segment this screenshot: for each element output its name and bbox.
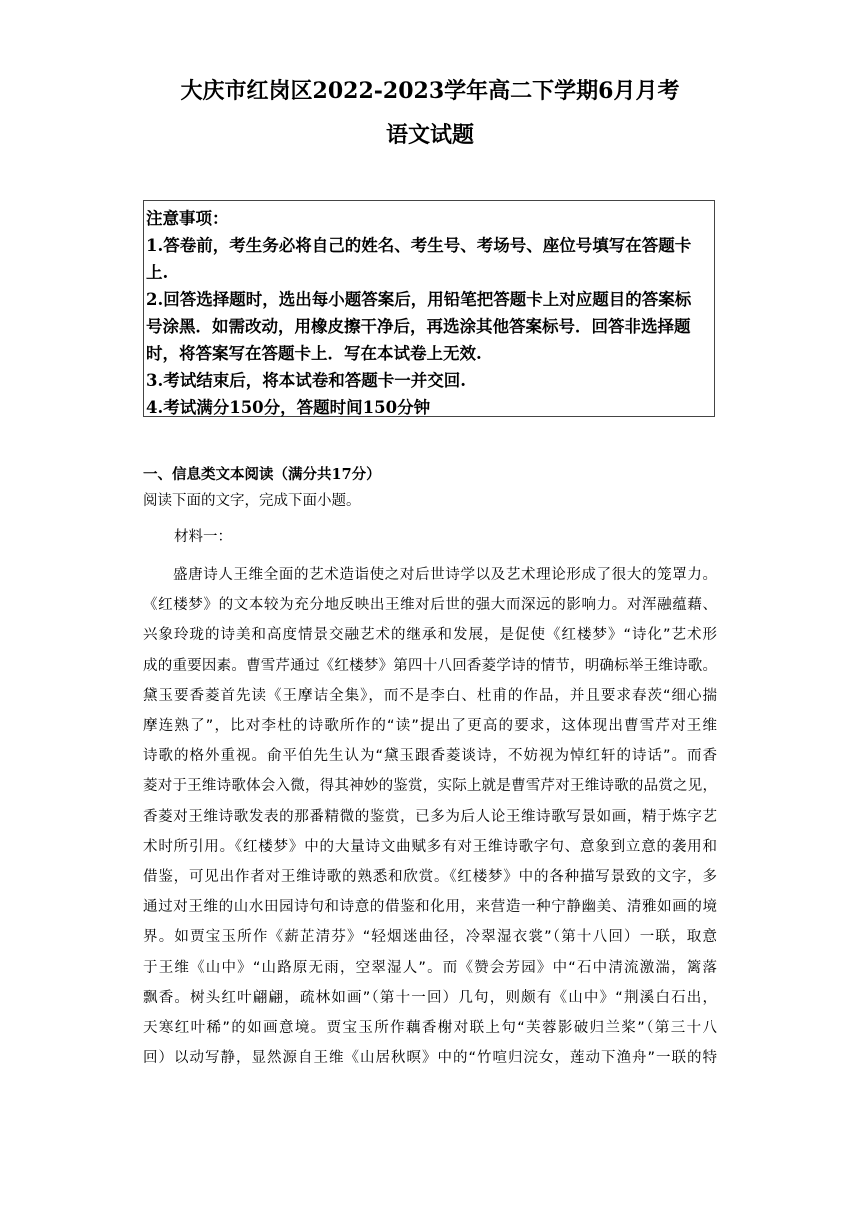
passage-line: 界。如贾宝玉所作《薪芷清芬》“轻烟迷曲径，冷翠湿衣裳”（第十八回）一联，取意 <box>143 929 717 946</box>
passage-line: 黛玉要香菱首先读《王摩诘全集》，而不是李白、杜甫的作品，并且要求春茨“细心揣 <box>143 687 717 704</box>
notice-line: 1.答卷前，考生务必将自己的姓名、考生号、考场号、座位号填写在答题卡 <box>146 236 692 255</box>
notice-line: 4.考试满分150分，答题时间150分钟 <box>146 398 431 417</box>
notice-line: 3.考试结束后，将本试卷和答题卡一并交回. <box>146 371 466 390</box>
passage-line: 成的重要因素。曹雪芹通过《红楼梦》第四十八回香菱学诗的情节，明确标举王维诗歌。 <box>143 657 717 674</box>
page-subtitle: 语文试题 <box>385 122 474 148</box>
reading-instruction: 阅读下面的文字，完成下面小题。 <box>143 493 361 509</box>
passage-line: 于王维《山中》“山路原无雨，空翠湿人”。而《赞会芳园》中“石中清流激湍，篱落 <box>143 959 717 976</box>
notice-line: 号涂黑．如需改动，用橡皮擦干净后，再选涂其他答案标号．回答非选择题 <box>146 317 691 336</box>
notice-heading: 注意事项： <box>146 209 229 228</box>
passage-line: 菱对于王维诗歌体会入微，得其神妙的鉴赏，实际上就是曹雪芹对王维诗歌的品赏之见， <box>143 778 717 795</box>
passage-line: 香菱对王维诗歌发表的那番精微的鉴赏，已多为后人论王维诗歌写景如画，精于炼字艺 <box>143 808 717 825</box>
passage-line: 回）以动写静，显然源自王维《山居秋暝》中的“竹喧归浣女，莲动下渔舟”一联的特 <box>143 1050 717 1067</box>
passage-line: 《红楼梦》的文本较为充分地反映出王维对后世的强大而深远的影响力。对浑融蕴藉、 <box>143 597 717 614</box>
passage-line: 借鉴，可见出作者对王维诗歌的熟悉和欣赏。《红楼梦》中的各种描写景致的文字，多 <box>143 869 717 886</box>
section-heading: 一、信息类文本阅读（满分共17分） <box>143 466 381 483</box>
notice-line: 2.回答选择题时，选出每小题答案后，用铅笔把答题卡上对应题目的答案标 <box>146 290 692 309</box>
passage-line: 摩连熟了”，比对李杜的诗歌所作的“读”提出了更高的要求，这体现出曹雪芹对王维 <box>143 718 717 735</box>
notice-line: 上. <box>146 263 169 282</box>
passage-line: 诗歌的格外重视。俞平伯先生认为“黛玉跟香菱谈诗，不妨视为悼红轩的诗话”。而香 <box>143 748 717 765</box>
material-label: 材料一： <box>174 529 232 545</box>
passage-line: 术时所引用。《红楼梦》中的大量诗文曲赋多有对王维诗歌字句、意象到立意的袭用和 <box>143 838 717 855</box>
reading-passage <box>143 560 717 1073</box>
notice-box <box>143 200 715 417</box>
passage-line: 天寒红叶稀”的如画意境。贾宝玉所作藕香榭对联上句“芙蓉影破归兰桨”（第三十八 <box>143 1020 717 1037</box>
passage-line: 兴象玲珑的诗美和高度情景交融艺术的继承和发展，是促使《红楼梦》“诗化”艺术形 <box>143 627 717 644</box>
passage-line: 飘香。树头红叶翩翩，疏林如画”（第十一回）几句，则颇有《山中》“荆溪白石出， <box>143 989 717 1006</box>
notice-line: 时，将答案写在答题卡上．写在本试卷上无效. <box>146 344 482 363</box>
page-title: 大庆市红岗区2022-2023学年高二下学期6月月考 <box>180 78 680 104</box>
passage-line: 通过对王维的山水田园诗句和诗意的借鉴和化用，来营造一种宁静幽美、清雅如画的境 <box>143 899 717 916</box>
passage-line: 盛唐诗人王维全面的艺术造诣使之对后世诗学以及艺术理论形成了很大的笼罩力。 <box>173 567 717 583</box>
